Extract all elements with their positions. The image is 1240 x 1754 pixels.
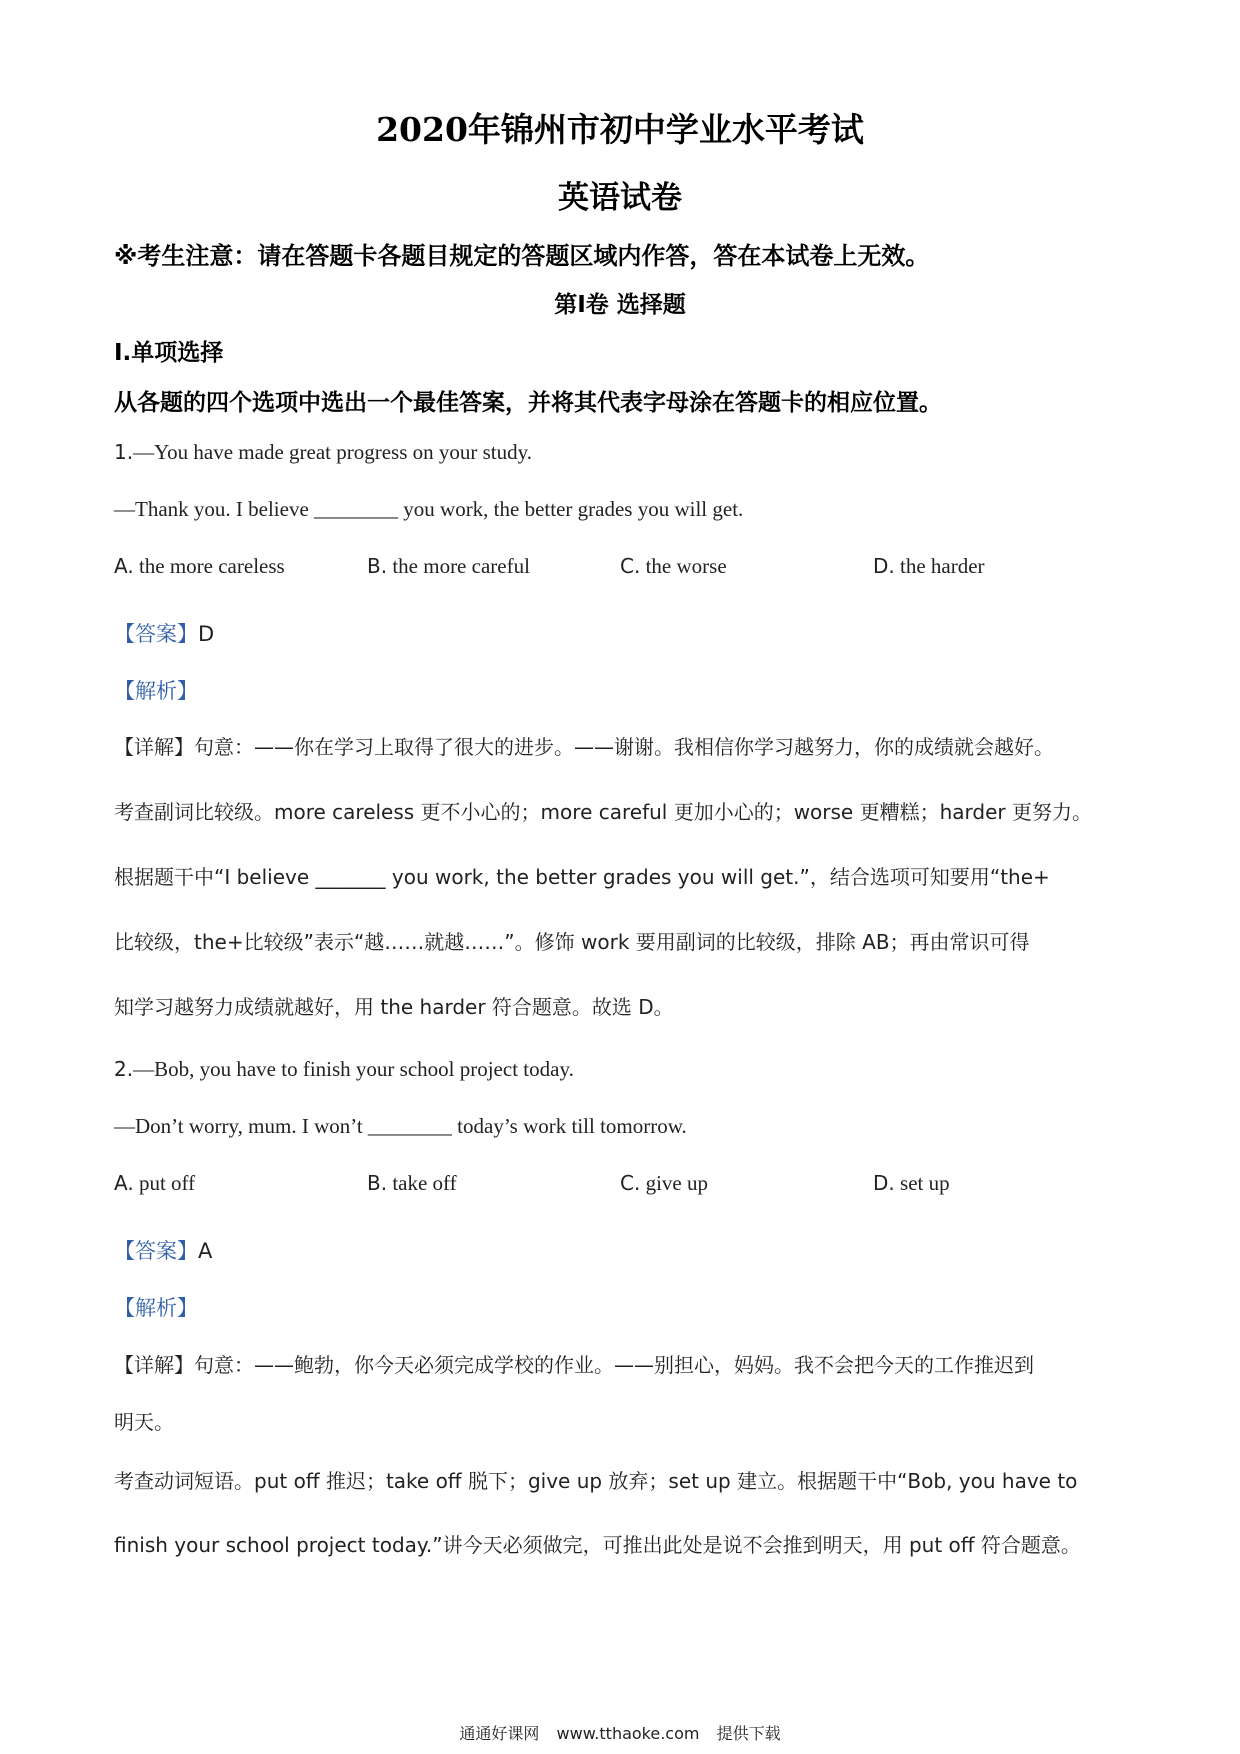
option-text: give up <box>645 1171 708 1195</box>
question-1-explanation-line: 知学习越努力成绩就越好，用 the harder 符合题意。故选 D。 <box>114 995 674 1019</box>
answer-label: 【答案】 <box>114 1239 198 1263</box>
question-2-option-a <box>114 1171 195 1196</box>
question-number: 2. <box>114 1057 134 1081</box>
question-1-analysis-label: 【解析】 <box>114 679 198 703</box>
question-2-explanation-line: 【详解】句意：——鲍勃，你今天必须完成学校的作业。——别担心，妈妈。我不会把今天的工作推迟到 <box>114 1353 1034 1377</box>
question-1-option-c <box>620 554 727 579</box>
footer-suffix: 提供下载 <box>716 1724 781 1743</box>
option-letter: D. <box>873 1171 895 1195</box>
page-footer <box>0 1721 1240 1744</box>
candidate-notice: ※考生注意：请在答题卡各题目规定的答题区域内作答，答在本试卷上无效。 <box>114 242 930 270</box>
question-2-line-1 <box>114 1057 574 1082</box>
answer-value: D <box>198 622 215 646</box>
option-text: take off <box>392 1171 457 1195</box>
option-letter: B. <box>367 1171 388 1195</box>
footer-url[interactable]: www.tthaoke.com <box>556 1724 700 1743</box>
question-1-option-d <box>873 554 985 579</box>
option-text: the more careless <box>138 554 285 578</box>
question-text: —Bob, you have to finish your school project today. <box>133 1057 574 1081</box>
question-1-explanation-line: 【详解】句意：——你在学习上取得了很大的进步。——谢谢。我相信你学习越努力，你的成绩就会越好。 <box>114 735 1054 759</box>
question-1-answer <box>114 618 214 648</box>
option-text: put off <box>138 1171 196 1195</box>
section-heading: Ⅰ.单项选择 <box>114 340 224 366</box>
section-instruction: 从各题的四个选项中选出一个最佳答案，并将其代表字母涂在答题卡的相应位置。 <box>114 390 942 416</box>
option-letter: B. <box>367 554 388 578</box>
question-2-answer <box>114 1235 212 1265</box>
footer-site-name: 通通好课网 <box>459 1724 540 1743</box>
question-text: —You have made great progress on your study. <box>133 440 533 464</box>
option-text: the worse <box>645 554 727 578</box>
option-letter: C. <box>620 1171 641 1195</box>
question-1-explanation-line: 根据题干中“I believe _______ you work, the better grades you will get.”，结合选项可知要用“the+ <box>114 865 1050 889</box>
question-2-explanation-line: 考查动词短语。put off 推迟；take off 脱下；give up 放弃；set up 建立。根据题干中“Bob, you have to <box>114 1469 1078 1493</box>
question-1-option-b <box>367 554 530 579</box>
option-letter: A. <box>114 1171 134 1195</box>
answer-value: A <box>198 1239 213 1263</box>
question-1-explanation-line: 考查副词比较级。more careless 更不小心的；more careful 更加小心的；worse 更糟糕；harder 更努力。 <box>114 800 1092 824</box>
option-letter: D. <box>873 554 895 578</box>
question-1-explanation-line: 比较级，the+比较级”表示“越……就越……”。修饰 work 要用副词的比较级，排除 AB；再由常识可得 <box>114 930 1030 954</box>
question-1-option-a <box>114 554 285 579</box>
exam-subtitle: 英语试卷 <box>558 180 682 216</box>
question-2-line-2: —Don’t worry, mum. I won’t ________ today’s work till tomorrow. <box>114 1114 687 1138</box>
option-text: the harder <box>900 554 985 578</box>
answer-label: 【答案】 <box>114 622 198 646</box>
question-2-option-d <box>873 1171 950 1196</box>
option-text: the more careful <box>392 554 530 578</box>
question-2-explanation-line: 明天。 <box>114 1410 174 1434</box>
question-2-option-c <box>620 1171 708 1196</box>
question-1-line-1 <box>114 440 532 465</box>
option-letter: A. <box>114 554 134 578</box>
volume-heading: 第Ⅰ卷 选择题 <box>554 292 686 318</box>
option-letter: C. <box>620 554 641 578</box>
question-2-analysis-label: 【解析】 <box>114 1296 198 1320</box>
question-1-line-2: —Thank you. I believe ________ you work, the better grades you will get. <box>114 497 744 521</box>
question-number: 1. <box>114 440 134 464</box>
exam-title: 2020年锦州市初中学业水平考试 <box>376 110 864 149</box>
option-text: set up <box>900 1171 950 1195</box>
question-2-option-b <box>367 1171 457 1196</box>
question-2-explanation-line: finish your school project today.”讲今天必须做完，可推出此处是说不会推到明天，用 put off 符合题意。 <box>114 1533 1081 1557</box>
